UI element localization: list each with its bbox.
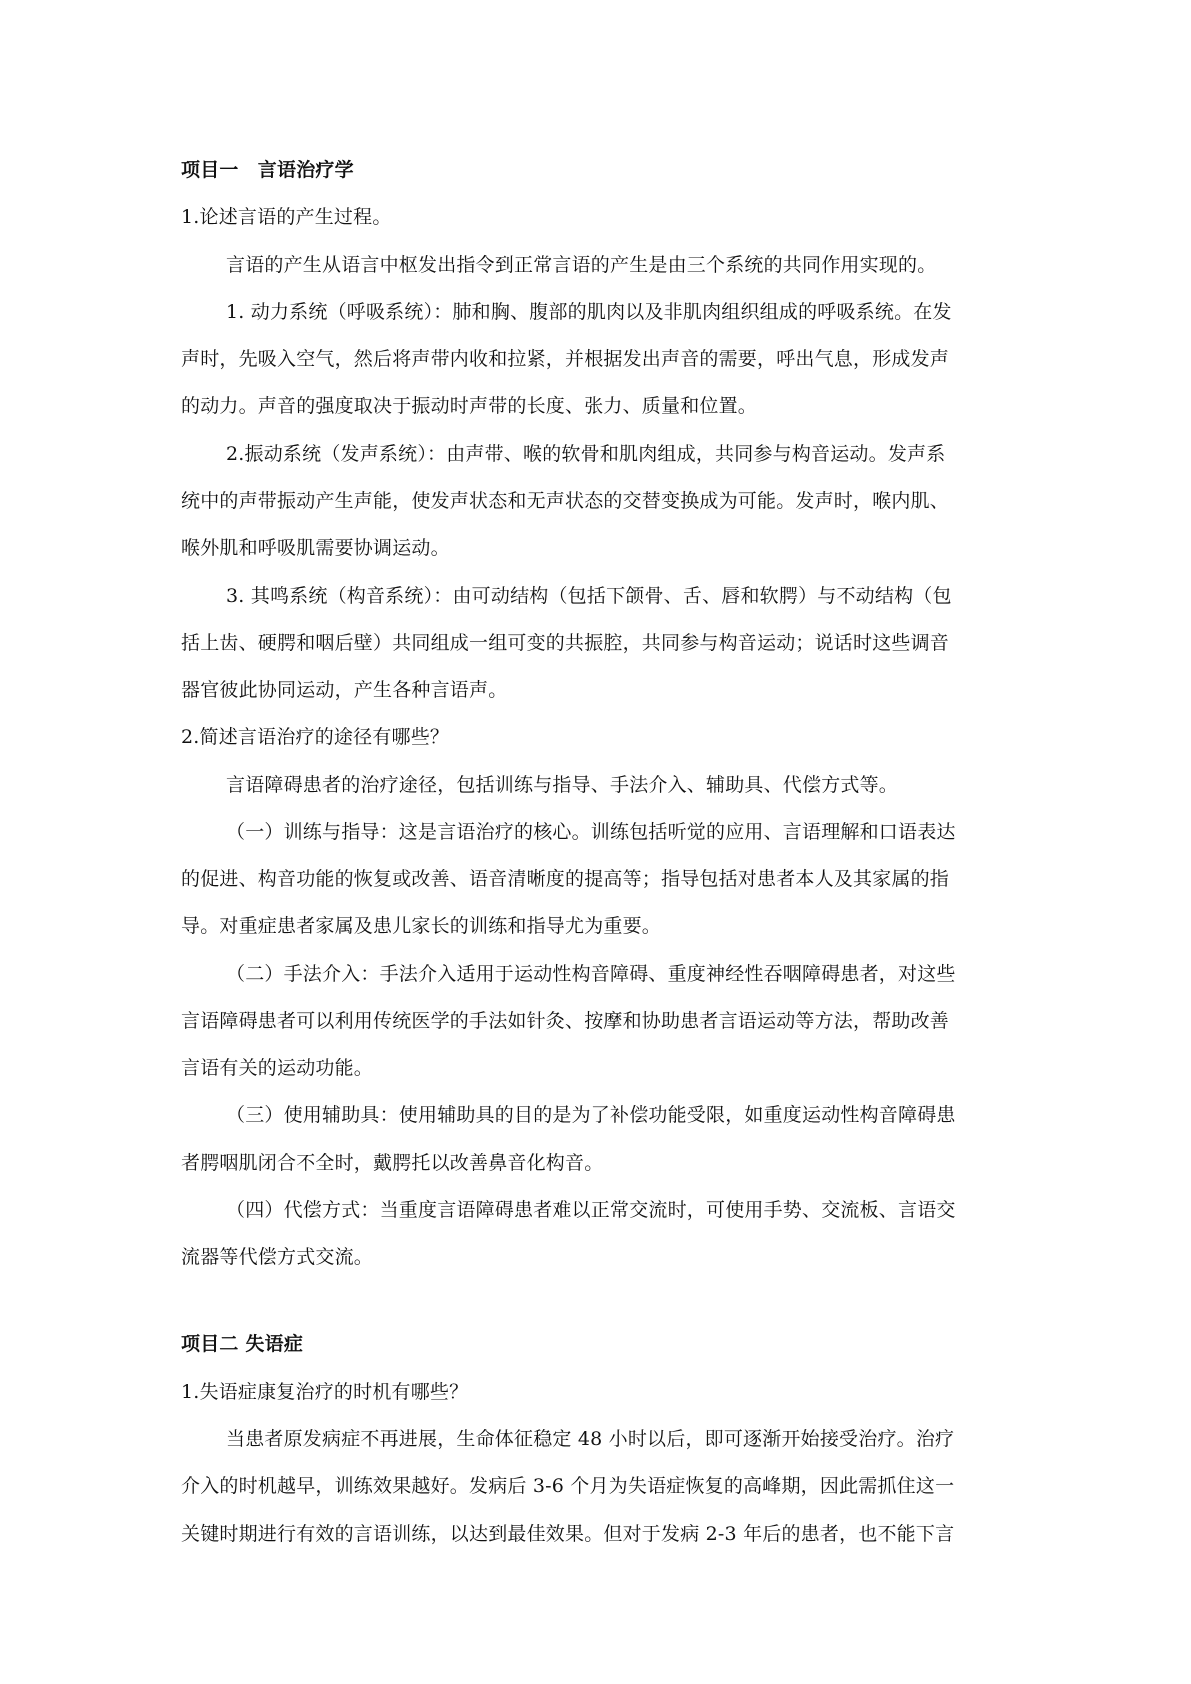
- answer-line: 喉外肌和呼吸肌需要协调运动。: [181, 537, 450, 559]
- answer-line: 流器等代偿方式交流。: [181, 1246, 374, 1268]
- answer-line: 括上齿、硬腭和咽后壁）共同组成一组可变的共振腔，共同参与构音运动；说话时这些调音: [181, 632, 950, 654]
- answer-line: 声时，先吸入空气，然后将声带内收和拉紧，并根据发出声音的需要，呼出气息，形成发声: [181, 348, 950, 370]
- answer-line: 2.振动系统（发声系统）：由声带、喉的软骨和肌肉组成，共同参与构音运动。发声系: [226, 443, 946, 465]
- answer-line: 导。对重症患者家属及患儿家长的训练和指导尤为重要。: [181, 915, 662, 937]
- answer-line: 统中的声带振动产生声能，使发声状态和无声状态的交替变换成为可能。发声时，喉内肌、: [181, 490, 950, 512]
- answer-line: 关键时期进行有效的言语训练，以达到最佳效果。但对于发病 2-3 年后的患者，也不能下言: [181, 1523, 955, 1545]
- section-heading: 项目一 言语治疗学: [181, 159, 354, 181]
- answer-line: （四）代偿方式：当重度言语障碍患者难以正常交流时，可使用手势、交流板、言语交: [226, 1199, 956, 1221]
- answer-line: （二）手法介入：手法介入适用于运动性构音障碍、重度神经性吞咽障碍患者，对这些: [226, 963, 956, 985]
- answer-line: 的动力。声音的强度取决于振动时声带的长度、张力、质量和位置。: [181, 395, 758, 417]
- answer-line: 介入的时机越早，训练效果越好。发病后 3-6 个月为失语症恢复的高峰期，因此需抓住这一: [181, 1475, 955, 1497]
- answer-line: 言语障碍患者可以利用传统医学的手法如针灸、按摩和协助患者言语运动等方法，帮助改善: [181, 1010, 950, 1032]
- answer-line: 3. 其鸣系统（构音系统）：由可动结构（包括下颌骨、舌、唇和软腭）与不动结构（包: [226, 585, 952, 607]
- answer-line: （一）训练与指导：这是言语治疗的核心。训练包括听觉的应用、言语理解和口语表达: [226, 821, 956, 843]
- answer-line: （三）使用辅助具：使用辅助具的目的是为了补偿功能受限，如重度运动性构音障碍患: [226, 1104, 956, 1126]
- question-title: 1.失语症康复治疗的时机有哪些？: [181, 1381, 469, 1403]
- answer-line: 当患者原发病症不再进展，生命体征稳定 48 小时以后，即可逐渐开始接受治疗。治疗: [226, 1428, 955, 1450]
- answer-line: 者腭咽肌闭合不全时，戴腭托以改善鼻音化构音。: [181, 1152, 604, 1174]
- section-heading: 项目二 失语症: [181, 1333, 304, 1355]
- answer-line: 言语的产生从语言中枢发出指令到正常言语的产生是由三个系统的共同作用实现的。: [226, 254, 937, 276]
- answer-line: 1. 动力系统（呼吸系统）：肺和胸、腹部的肌肉以及非肌肉组织组成的呼吸系统。在发: [226, 301, 952, 323]
- answer-line: 器官彼此协同运动，产生各种言语声。: [181, 679, 508, 701]
- answer-line: 言语障碍患者的治疗途径，包括训练与指导、手法介入、辅助具、代偿方式等。: [226, 774, 899, 796]
- question-title: 2.简述言语治疗的途径有哪些？: [181, 726, 450, 748]
- question-title: 1.论述言语的产生过程。: [181, 206, 392, 228]
- answer-line: 言语有关的运动功能。: [181, 1057, 374, 1079]
- answer-line: 的促进、构音功能的恢复或改善、语音清晰度的提高等；指导包括对患者本人及其家属的指: [181, 868, 950, 890]
